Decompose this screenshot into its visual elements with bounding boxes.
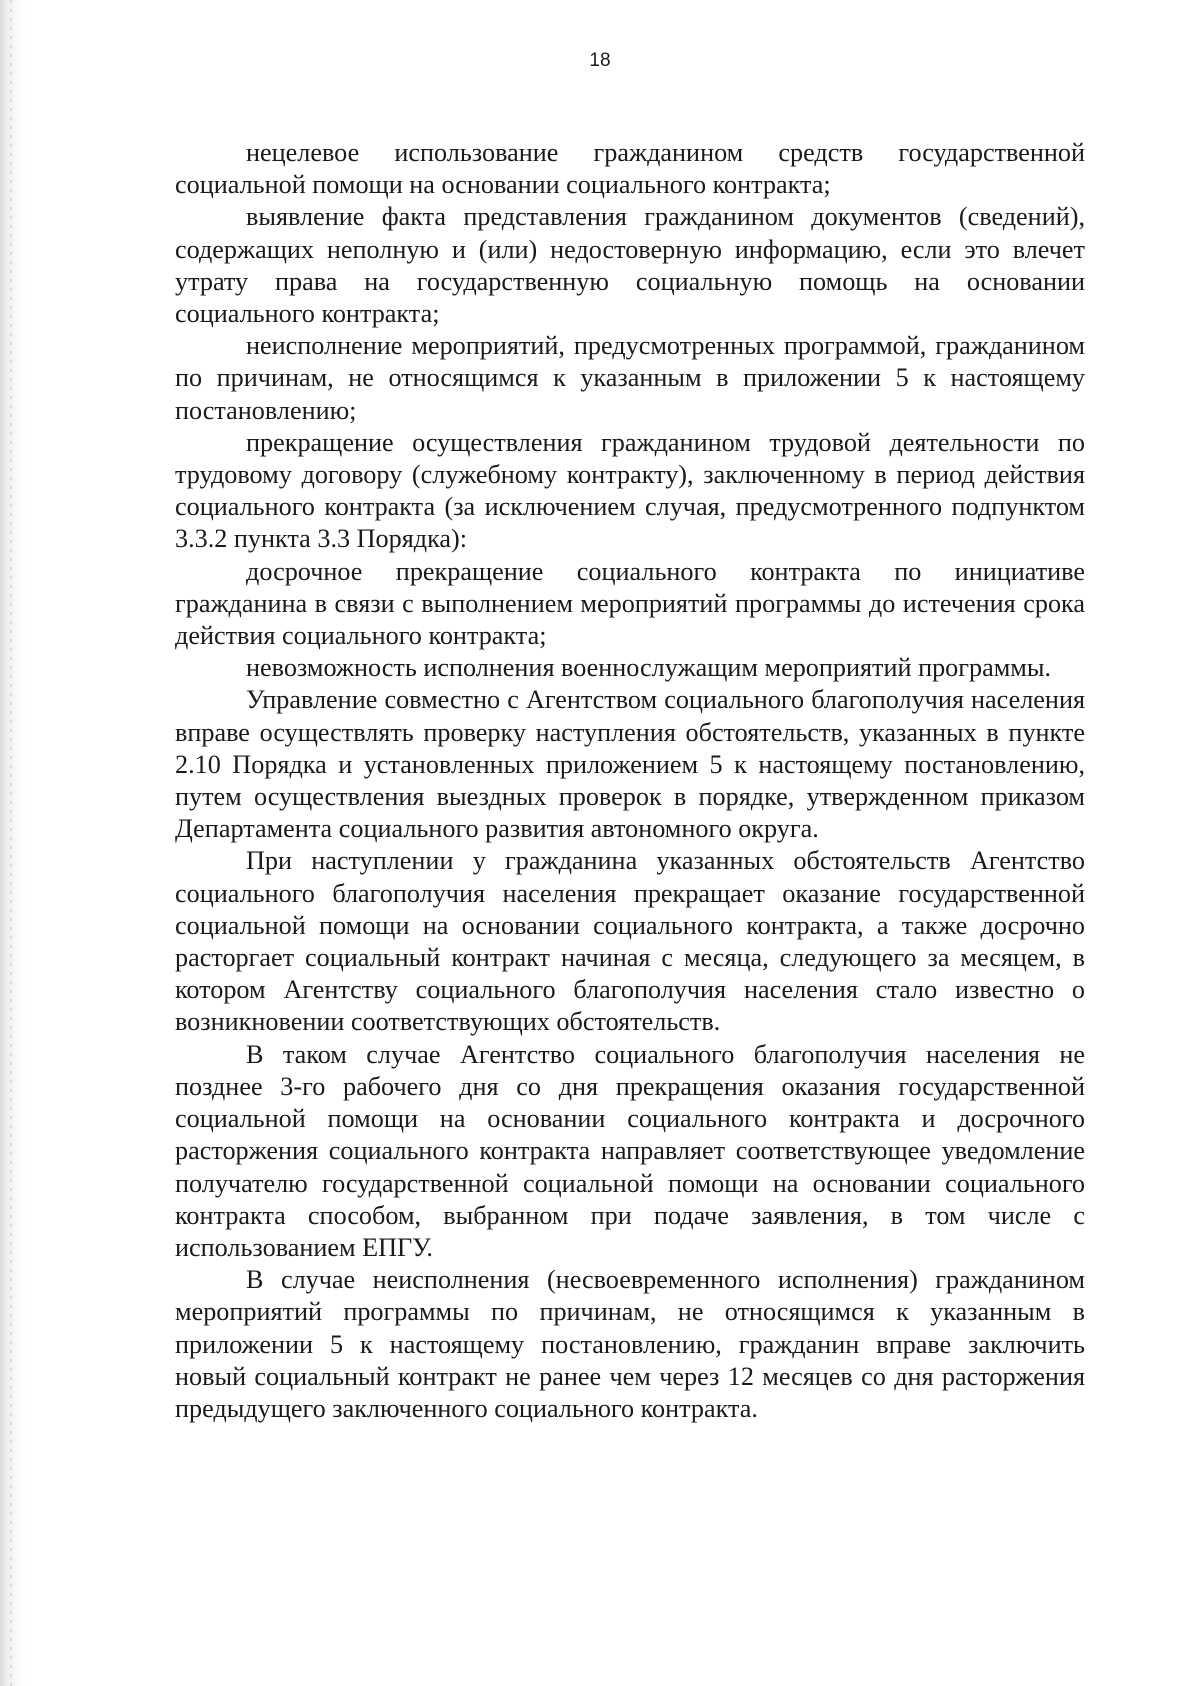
paragraph-new-contract: В случае неисполнения (несвоевременного исполнения) гражданином мероприятий программы по причинам, не относящимся к указанным в приложении 5 к настоящему постановлению, гражданин вправе заключить новый социальный контракт не ранее чем через 12 месяцев со дня расторжения предыдущего заключенного социального контракта. — [175, 1265, 1085, 1423]
paragraph-false-documents: выявление факта представления гражданином документов (сведений), содержащих неполную и (или) недостоверную информацию, если это влечет утрату права на государственную социальную помощь на основании социального контракта; — [175, 202, 1085, 329]
scan-edge-shadow — [0, 0, 26, 1686]
paragraph-termination-of-employment: прекращение осуществления гражданином трудовой деятельности по трудовому договору (служебному контракту), заключенному в период действия социального контракта (за исключением случая, предусмотренного подпунктом 3.3.2 пункта 3.3 Порядка): — [175, 427, 1085, 554]
paragraph-non-fulfillment: неисполнение мероприятий, предусмотренных программой, гражданином по причинам, не относящимся к указанным в приложении 5 к настоящему постановлению; — [175, 331, 1085, 425]
paragraph-misuse-of-funds: нецелевое использование гражданином средств государственной социальной помощи на основании социального контракта; — [175, 138, 1085, 200]
paragraph-notification: В таком случае Агентство социального благополучия населения не позднее 3-го рабочего дня со дня прекращения оказания государственной социальной помощи на основании социального контракта и досрочного расторжения социального контракта направляет соответствующее уведомление получателю государственной социальной помощи на основании социального контракта способом, выбранном при подаче заявления, в том числе с использованием ЕПГУ. — [175, 1039, 1085, 1262]
paragraph-termination-of-assistance: При наступлении у гражданина указанных обстоятельств Агентство социального благополучия населения прекращает оказание государственной социальной помощи на основании социального контракта, а также досрочно расторгает социальный контракт начиная с месяца, следующего за месяцем, в котором Агентству социального благополучия населения стало известно о возникновении соответствующих обстоятельств. — [175, 846, 1085, 1037]
paragraph-military-impossibility: невозможность исполнения военнослужащим мероприятий программы. — [246, 653, 1052, 683]
paragraph-early-termination: досрочное прекращение социального контракта по инициативе гражданина в связи с выполнением мероприятий программы до истечения срока действия социального контракта; — [175, 556, 1085, 651]
page-number: 18 — [589, 50, 611, 71]
paragraph-verification: Управление совместно с Агентством социального благополучия населения вправе осуществлять проверку наступления обстоятельств, указанных в пункте 2.10 Порядка и установленных приложением 5 к настоящему постановлению, путем осуществления выездных проверок в порядке, утвержденном приказом Департамента социального развития автономного округа. — [175, 685, 1085, 844]
document-body — [175, 137, 1085, 1425]
